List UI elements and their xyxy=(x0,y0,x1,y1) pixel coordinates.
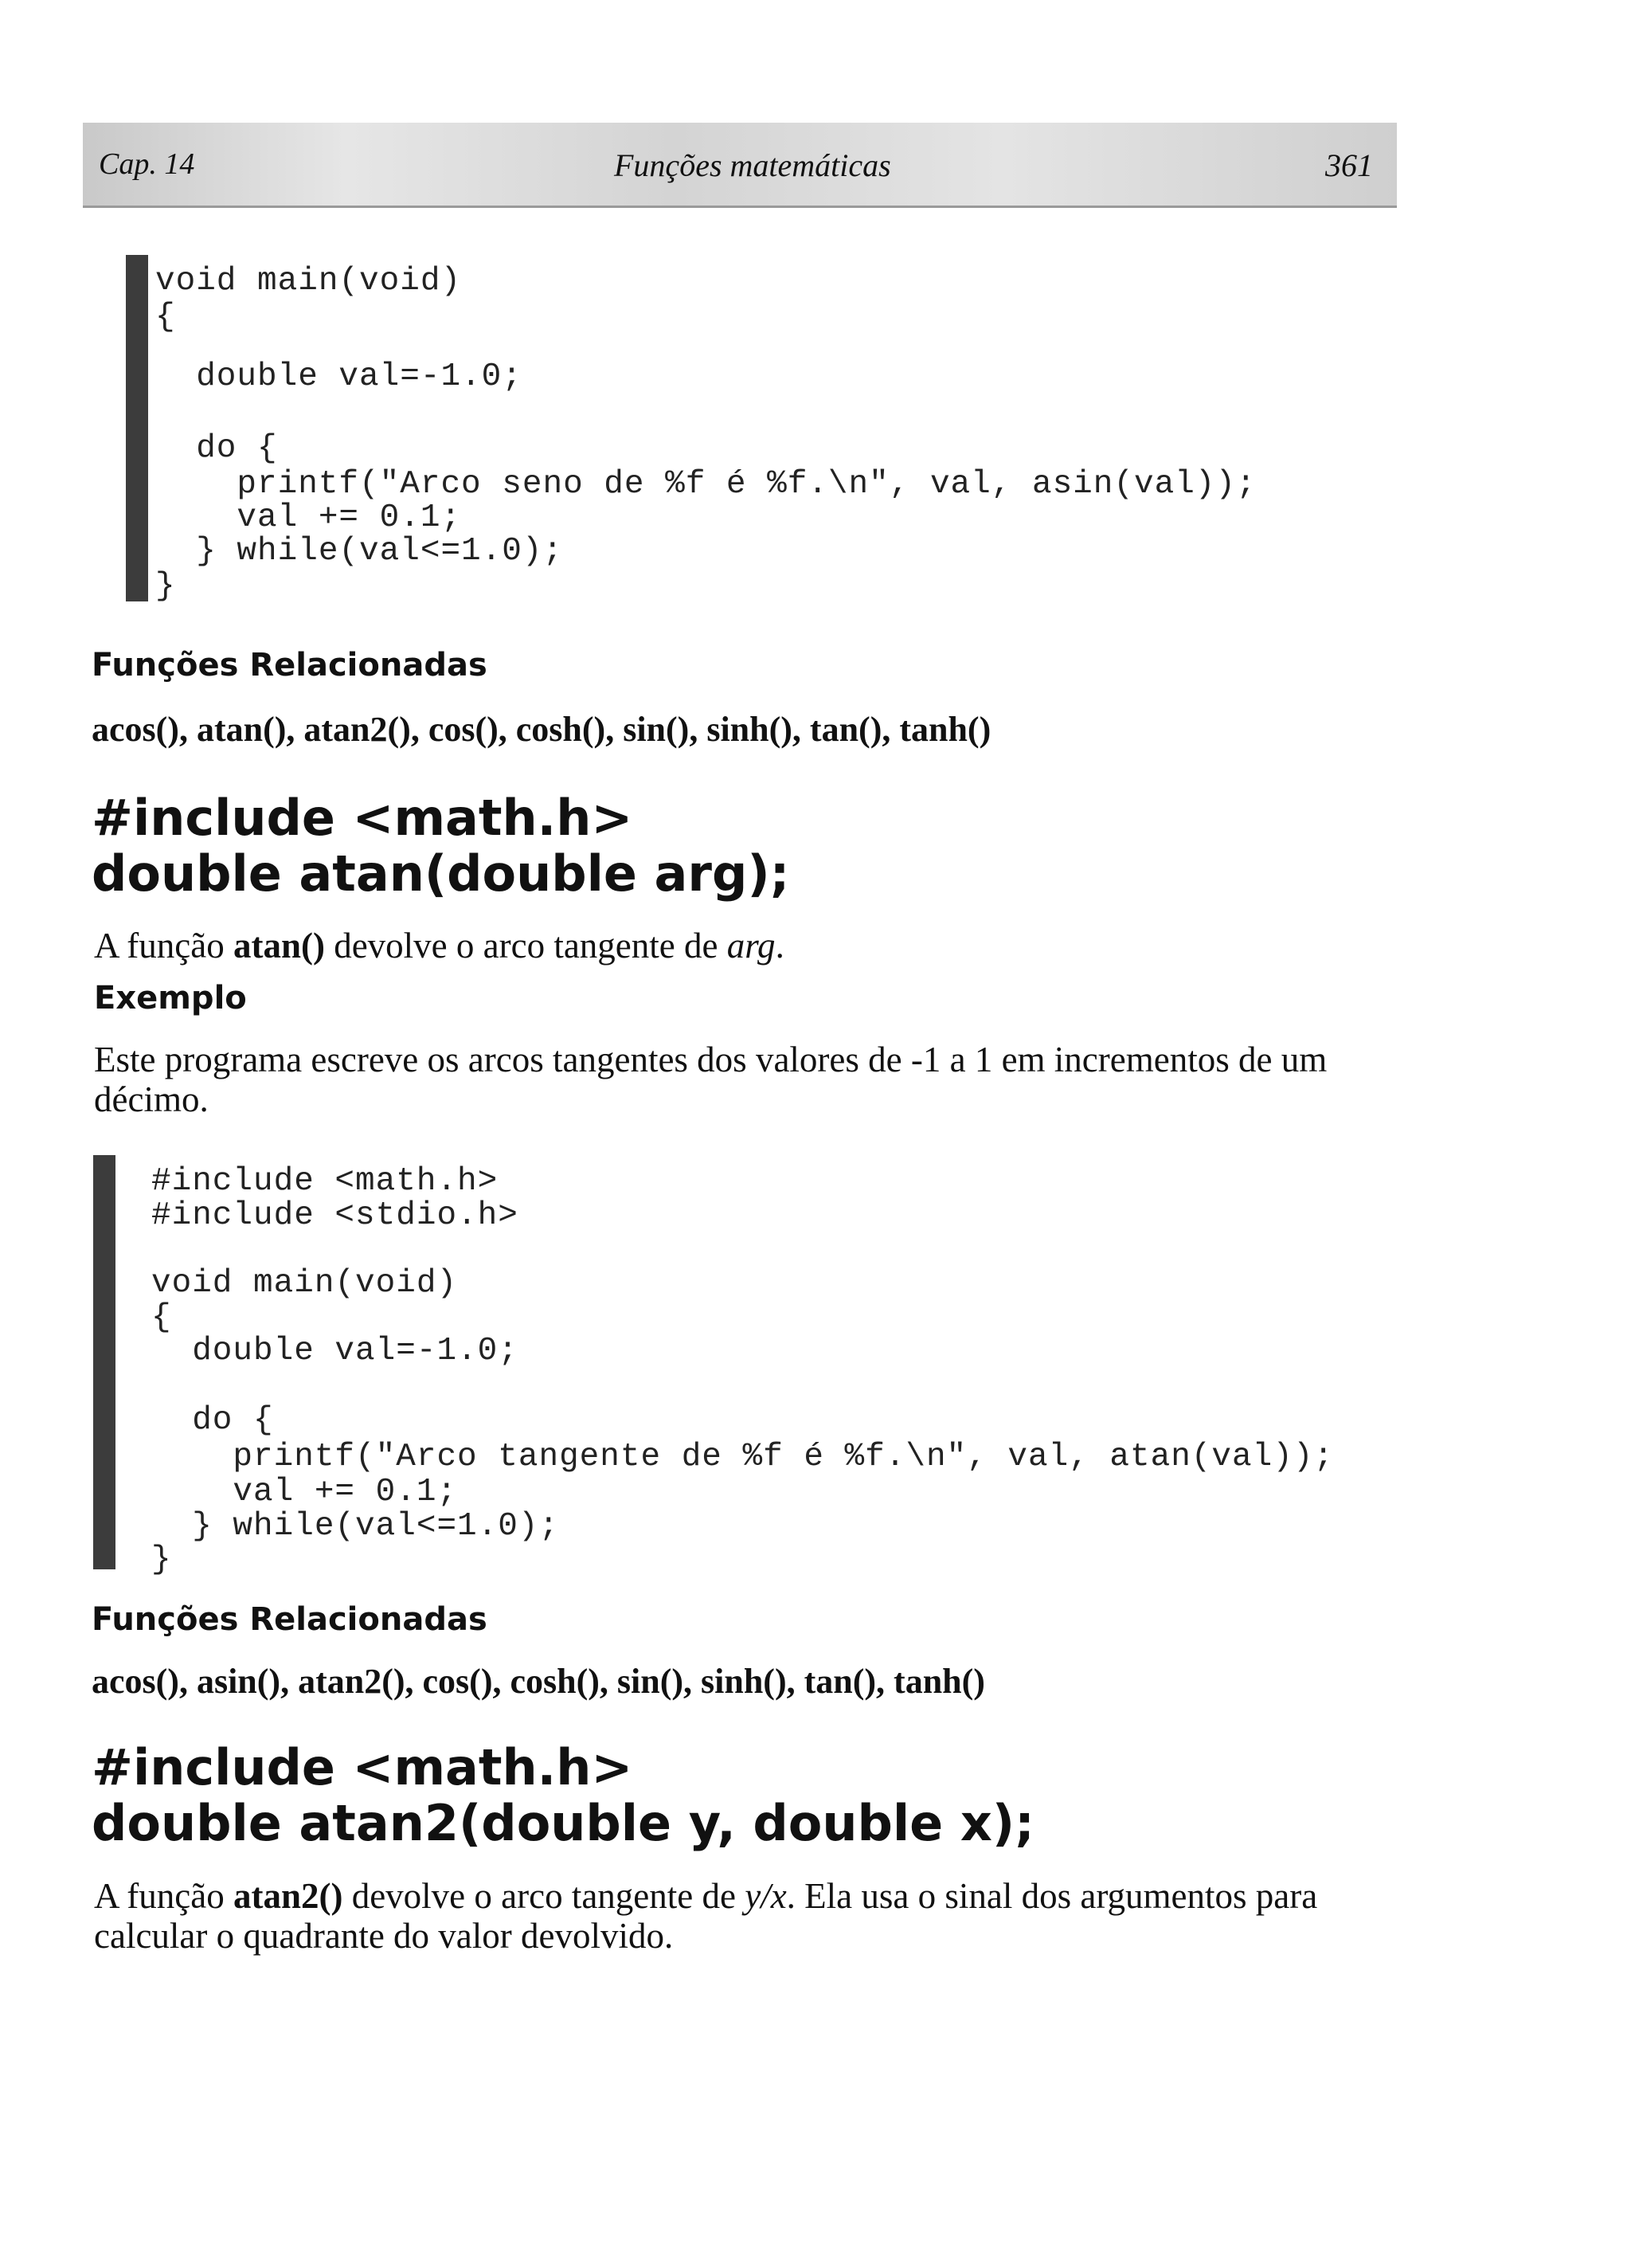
code-line: void main(void) xyxy=(151,1265,458,1302)
code-line: { xyxy=(155,299,176,335)
desc-text: A função xyxy=(94,1876,233,1916)
code-line: #include <math.h> xyxy=(151,1163,499,1200)
desc-text: A função xyxy=(94,926,233,966)
related-functions-heading: Funções Relacionadas xyxy=(92,647,487,684)
code-line: val += 0.1; xyxy=(155,499,462,536)
desc-argument: y/x xyxy=(745,1876,787,1916)
chapter-title: Funções matemáticas xyxy=(614,147,891,183)
atan2-description xyxy=(94,1876,1416,1956)
chapter-label: Cap. 14 xyxy=(99,147,195,181)
page-number: 361 xyxy=(1325,147,1373,183)
desc-argument: arg xyxy=(726,926,776,966)
code-line: printf("Arco seno de %f é %f.\n", val, asin(val)); xyxy=(155,466,1257,503)
desc-text: devolve o arco tangente de xyxy=(324,926,727,966)
related-functions-list: acos(), asin(), atan2(), cos(), cosh(), sin(), sinh(), tan(), tanh() xyxy=(92,1662,985,1701)
desc-text: . xyxy=(775,926,784,966)
running-header xyxy=(83,123,1397,208)
code-margin-bar xyxy=(93,1155,115,1569)
atan2-prototype: double atan2(double y, double x); xyxy=(92,1794,1035,1852)
code-line: } while(val<=1.0); xyxy=(155,533,564,570)
code-line: { xyxy=(151,1299,172,1336)
code-line: do { xyxy=(155,430,278,467)
desc-function: atan() xyxy=(233,926,325,966)
code-line: val += 0.1; xyxy=(151,1474,458,1510)
code-line: do { xyxy=(151,1402,274,1439)
code-line: void main(void) xyxy=(155,263,462,300)
atan-include: #include <math.h> xyxy=(92,789,633,847)
example-description: Este programa escreve os arcos tangentes dos valores de -1 a 1 em incrementos de um décimo. xyxy=(94,1040,1328,1119)
desc-function: atan2() xyxy=(233,1876,343,1916)
related-functions-heading: Funções Relacionadas xyxy=(92,1601,487,1638)
code-margin-bar xyxy=(126,255,148,601)
desc-text: . Ela usa o sinal dos argumentos para calcular o quadrante do valor devolvido. xyxy=(94,1876,1318,1956)
example-heading: Exemplo xyxy=(94,980,247,1016)
atan2-include: #include <math.h> xyxy=(92,1738,633,1796)
code-line: double val=-1.0; xyxy=(155,358,522,395)
code-line: double val=-1.0; xyxy=(151,1333,518,1369)
code-line: } xyxy=(155,568,176,605)
atan-prototype: double atan(double arg); xyxy=(92,844,790,903)
atan-description xyxy=(94,926,1432,966)
code-line: } xyxy=(151,1541,172,1578)
code-line: } while(val<=1.0); xyxy=(151,1508,560,1545)
code-line: printf("Arco tangente de %f é %f.\n", val, atan(val)); xyxy=(151,1439,1335,1475)
related-functions-list: acos(), atan(), atan2(), cos(), cosh(), sin(), sinh(), tan(), tanh() xyxy=(92,710,992,749)
code-line: #include <stdio.h> xyxy=(151,1197,518,1234)
desc-text: devolve o arco tangente de xyxy=(342,1876,745,1916)
